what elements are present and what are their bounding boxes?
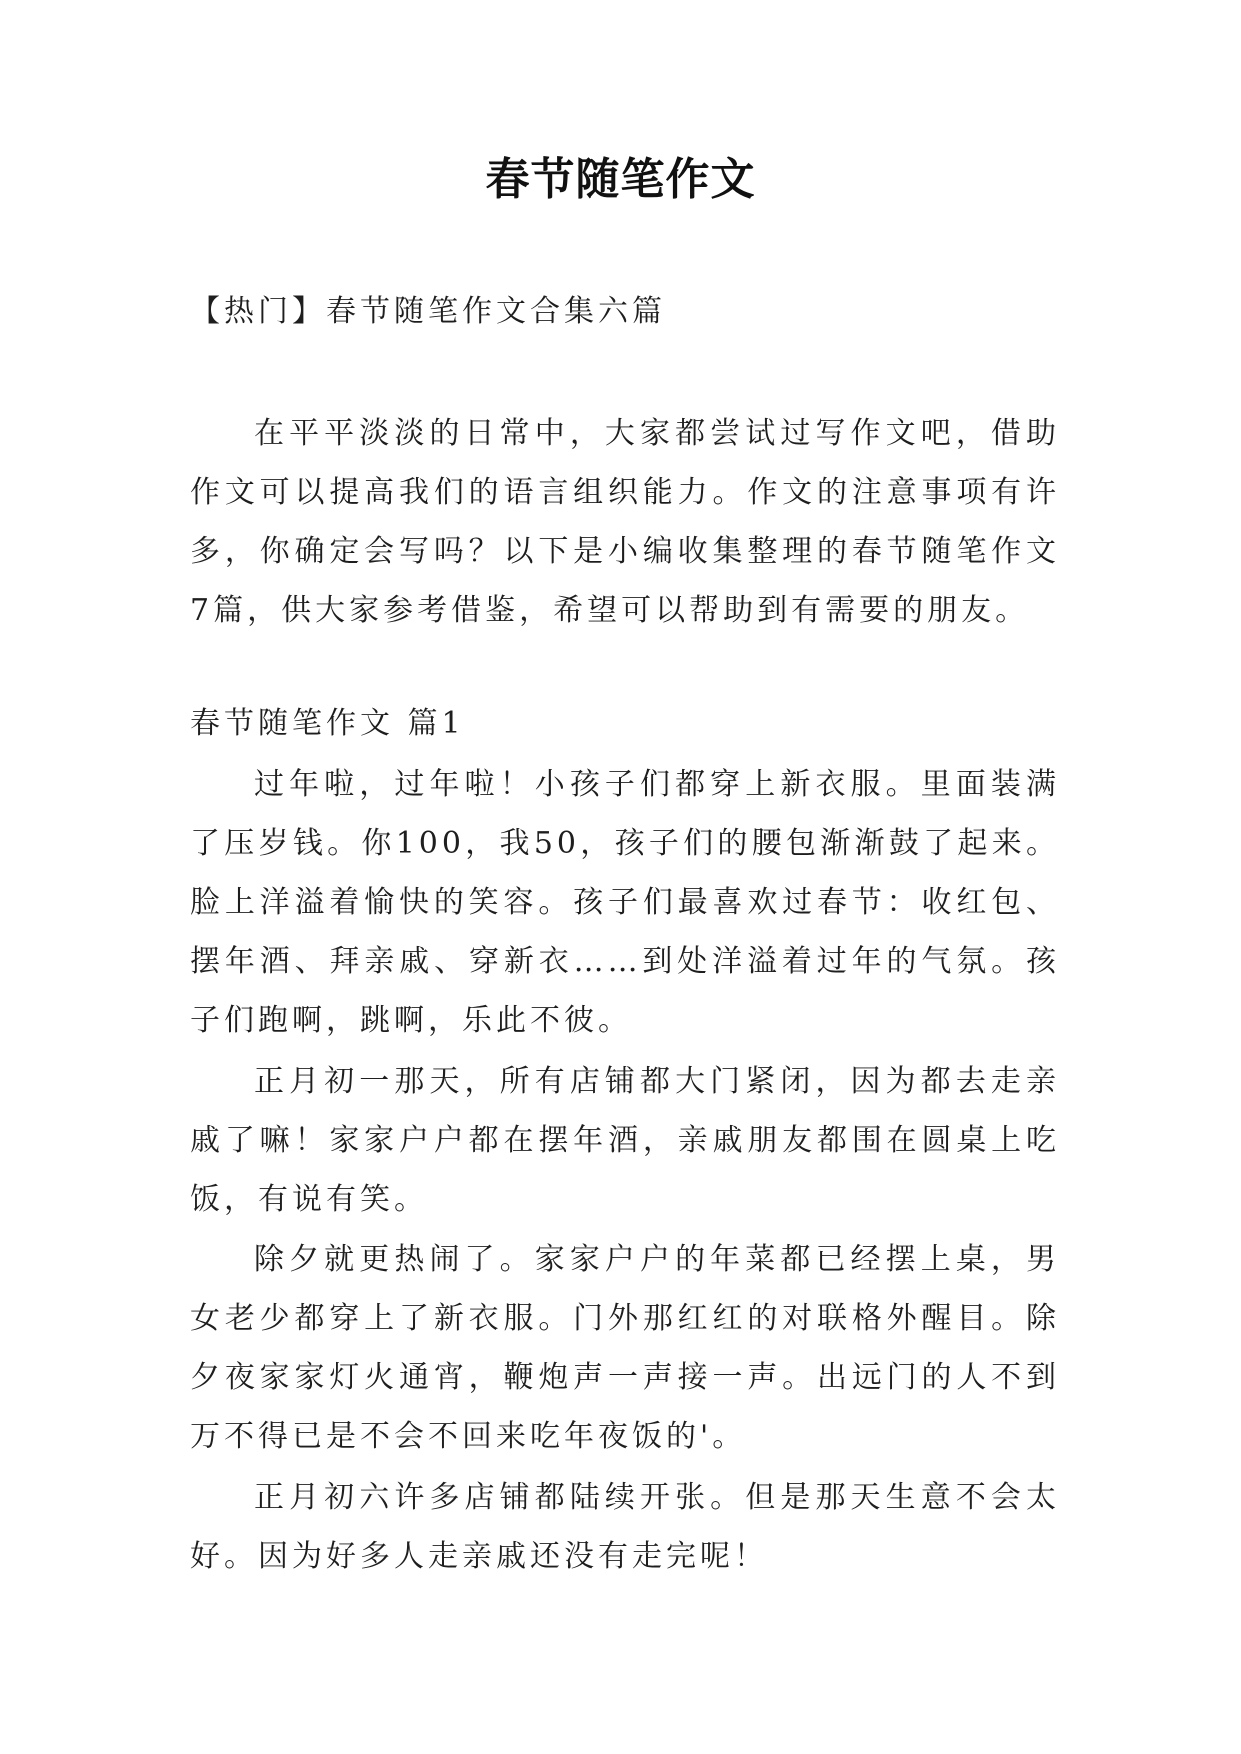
body-paragraph-4: 正月初六许多店铺都陆续开张。但是那天生意不会太好。因为好多人走亲戚还没有走完呢！ <box>190 1480 1060 1574</box>
document-subtitle: 【热门】春节随笔作文合集六篇 <box>190 294 666 329</box>
section-heading: 春节随笔作文 篇1 <box>190 706 465 741</box>
document-title: 春节随笔作文 <box>485 154 756 205</box>
intro-paragraph: 在平平淡淡的日常中，大家都尝试过写作文吧，借助作文可以提高我们的语言组织能力。作文的注意事项有许多，你确定会写吗？以下是小编收集整理的春节随笔作文7篇，供大家参考借鉴，希望可以帮助到有需要的朋友。 <box>190 416 1060 628</box>
body-paragraph-3: 除夕就更热闹了。家家户户的年菜都已经摆上桌，男女老少都穿上了新衣服。门外那红红的对联格外醒目。除夕夜家家灯火通宵，鞭炮声一声接一声。出远门的人不到万不得已是不会不回来吃年夜饭的'。 <box>190 1242 1060 1454</box>
body-paragraph-1: 过年啦，过年啦！小孩子们都穿上新衣服。里面装满了压岁钱。你100，我50，孩子们的腰包渐渐鼓了起来。脸上洋溢着愉快的笑容。孩子们最喜欢过春节：收红包、摆年酒、拜亲戚、穿新衣……到处洋溢着过年的气氛。孩子们跑啊，跳啊，乐此不彼。 <box>190 767 1060 1038</box>
body-paragraph-2: 正月初一那天，所有店铺都大门紧闭，因为都去走亲戚了嘛！家家户户都在摆年酒，亲戚朋友都围在圆桌上吃饭，有说有笑。 <box>190 1064 1060 1217</box>
